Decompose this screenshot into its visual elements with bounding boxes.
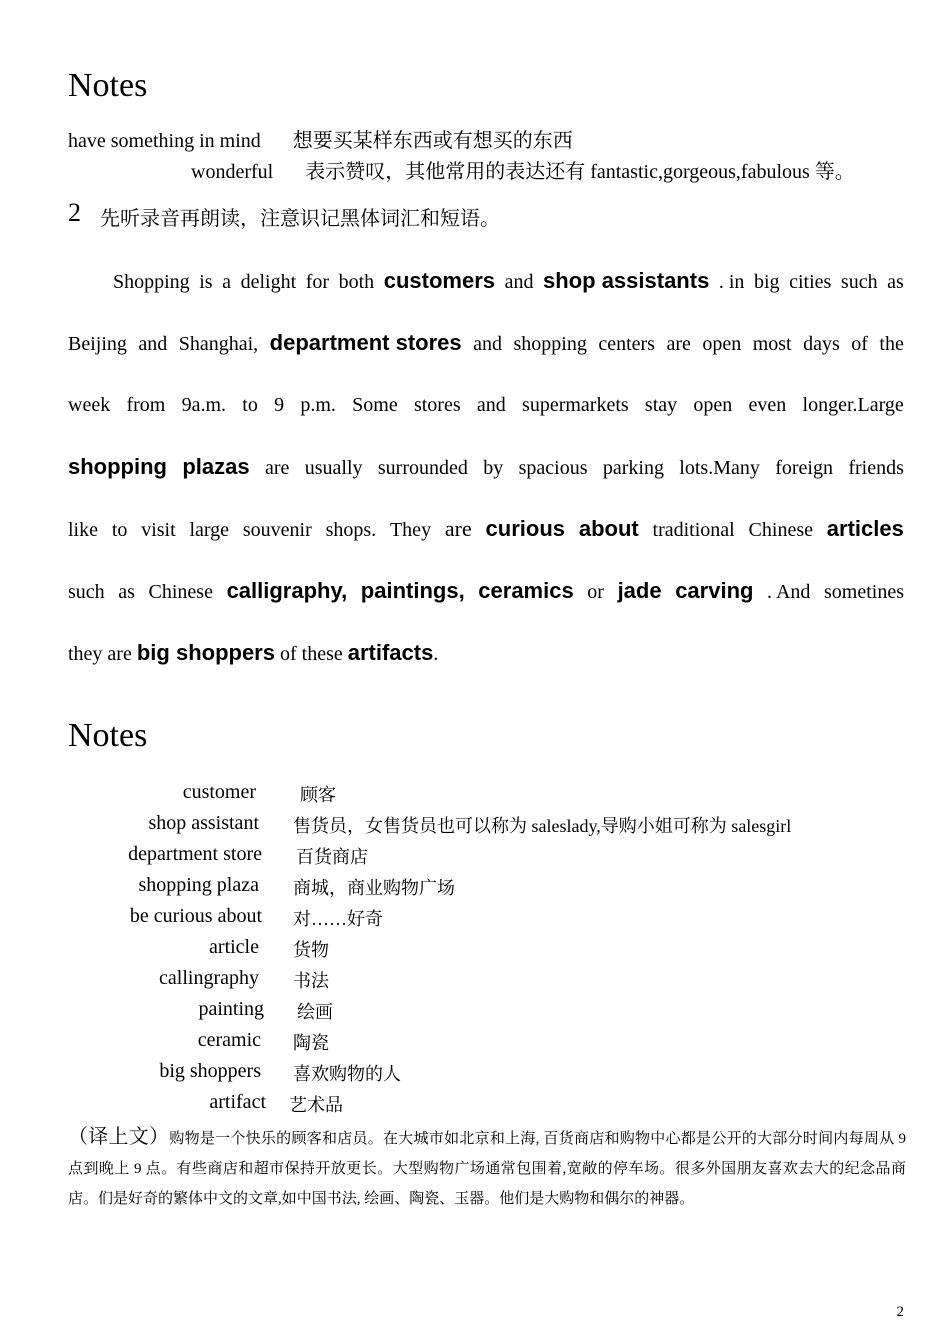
vocab-customers: customers <box>383 268 496 293</box>
note-term: have something in mind <box>68 130 261 152</box>
translation-text: 购物是一个快乐的顾客和店员。在大城市如北京和上海, 百货商店和购物中心都是公开的大部分时间内每周从 9 点到晚上 9 点。有些商店和超市保持开放更长。大型购物广场通常包围着,宽敞的停车场。很多外国朋友喜欢去大的纪念品商店。们是好奇的繁体中文的文章,如中国书法, 绘画、陶瓷、玉器。他们是大购物和偶尔的神器。 <box>68 1131 906 1207</box>
passage-line-6: such as Chinese calligraphy, paintings, ceramics or jade carving . And sometines <box>68 576 904 607</box>
passage-line-4: shopping plazas are usually surrounded by spacious parking lots.Many foreign friends <box>68 452 904 483</box>
notes-heading-2: Notes <box>68 717 148 754</box>
note-definition: 商城，商业购物广场 <box>293 878 455 898</box>
note-term: be curious about <box>129 905 262 927</box>
section-instruction: 先听录音再朗读，注意识记黑体词汇和短语。 <box>100 208 500 230</box>
note-definition: 艺术品 <box>289 1095 343 1115</box>
vocab-paintings: paintings, <box>360 578 465 603</box>
translation-paragraph <box>68 1122 906 1214</box>
note-term: shopping plaza <box>138 874 259 896</box>
translation-lead: （译上文） <box>68 1126 170 1148</box>
note-definition: 货物 <box>293 940 329 960</box>
note-term: wonderful <box>191 161 274 183</box>
note-term: customer <box>182 781 256 803</box>
vocab-carving: carving <box>675 578 754 603</box>
note-definition: 对……好奇 <box>293 909 383 929</box>
note-term: shop assistant <box>148 812 259 834</box>
note-term: callingraphy <box>159 967 259 989</box>
vocab-artifacts: artifacts <box>347 640 434 665</box>
note-definition: 想要买某样东西或有想买的东西 <box>292 130 573 152</box>
note-definition: 顾客 <box>300 785 336 805</box>
note-term: ceramic <box>197 1029 261 1051</box>
vocab-articles: articles <box>826 516 904 541</box>
note-term: big shoppers <box>159 1060 261 1082</box>
passage-line-5: like to visit large souvenir shops. They are curious about traditional Chinese articles <box>68 514 904 545</box>
note-definition: 陶瓷 <box>293 1033 329 1053</box>
passage-line-7: they are big shoppers of these artifacts . <box>68 638 904 669</box>
vocab-shopping: shopping <box>68 454 167 479</box>
vocab-jade: jade <box>617 578 662 603</box>
note-definition: 绘画 <box>297 1002 333 1022</box>
section-number: 2 <box>68 198 81 227</box>
note-definition: 售货员，女售货员也可以称为 saleslady,导购小姐可称为 salesgirl <box>293 816 792 836</box>
vocab-about: about <box>578 516 639 541</box>
note-term: article <box>209 936 259 958</box>
note-definition: 表示赞叹，其他常用的表达还有 fantastic,gorgeous,fabulous 等。 <box>305 161 855 183</box>
vocab-shop-assistants: shop assistants <box>543 268 710 293</box>
note-term: painting <box>198 998 264 1020</box>
notes-heading-1: Notes <box>68 67 148 104</box>
vocab-department-stores: department stores <box>269 330 462 355</box>
vocab-calligraphy: calligraphy, <box>226 578 348 603</box>
vocab-big-shoppers: big shoppers <box>136 640 275 665</box>
note-definition: 百货商店 <box>296 847 368 867</box>
note-item <box>68 129 573 153</box>
vocab-plazas: plazas <box>182 454 250 479</box>
note-definition: 喜欢购物的人 <box>293 1064 401 1084</box>
page-number: 2 <box>896 1304 904 1320</box>
note-item <box>191 160 855 184</box>
passage-line-1: Shopping is a delight for both customers and shop assistants . in big cities such as <box>113 266 904 297</box>
vocab-ceramics: ceramics <box>478 578 574 603</box>
note-term: artifact <box>209 1091 266 1113</box>
passage-line-2: Beijing and Shanghai, department stores and shopping centers are open most days of the <box>68 328 904 359</box>
passage-line-3: week from 9a.m. to 9 p.m. Some stores and supermarkets stay open even longer.Large <box>68 394 904 416</box>
note-definition: 书法 <box>293 971 329 991</box>
note-term: department store <box>128 843 262 865</box>
vocab-curious: curious <box>485 516 566 541</box>
